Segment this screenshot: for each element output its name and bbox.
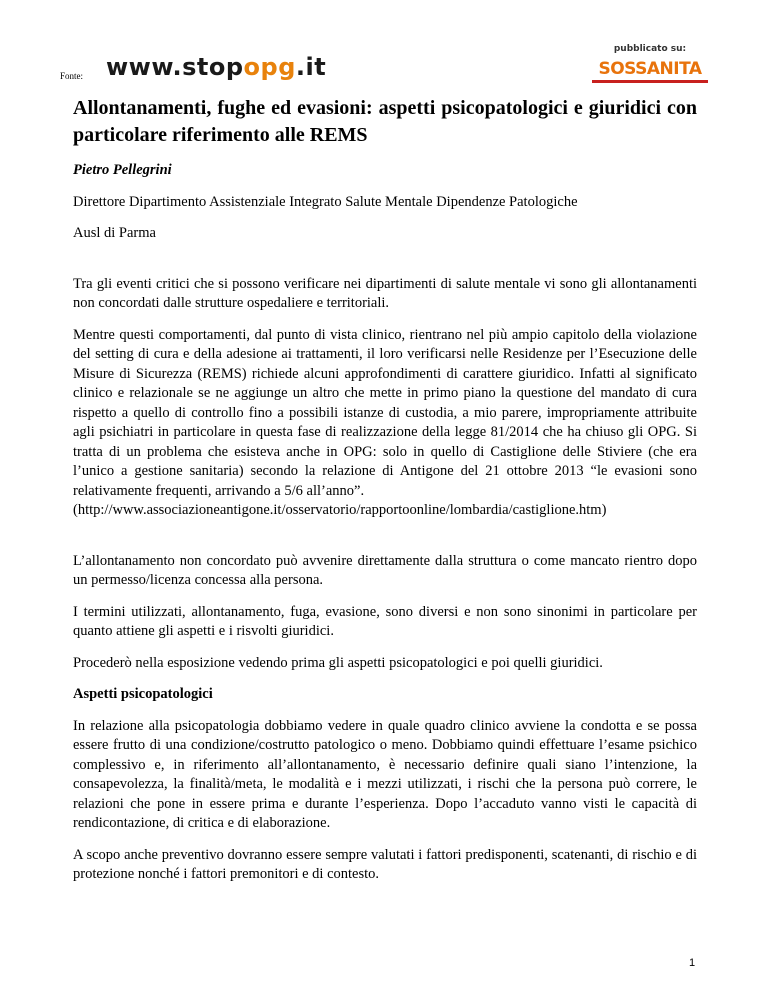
published-label: pubblicato su:	[613, 44, 687, 54]
page-number: 1	[689, 957, 696, 969]
page-header	[60, 40, 710, 84]
article-body	[73, 95, 697, 897]
paragraph: Mentre questi comportamenti, dal punto di vista clinico, rientrano nel più ampio capitolo della violazione del setting di cura e della adesione ai trattamenti, il loro verificarsi nelle Residenze per l’Esecuzione delle Misure di Sicurezza (REMS) richiede alcuni approfondimenti di carattere giuridico. Infatti al significato clinico e relazionale se ne aggiunge un altro che mette in primo piano la questione del mandato di cura rispetto a quello di controllo fino a possibili istanze di custodia, a mio parere, impropriamente attribuite agli psichiatri in particolare in questa fase di realizzazione della legge 81/2014 che ha chiuso gli OPG. Si tratta di un problema che esisteva anche in OPG: solo in quello di Castiglione delle Stiviere (che era l’unico a gestione sanitaria) secondo la relazione di Antigone del 21 ottobre 2013 “le evasioni sono relativamente frequenti, arrivando a 5/6 all’anno”.	[73, 326, 697, 499]
sossanita-logo: SOSSANITA	[592, 58, 707, 83]
published-on-badge	[590, 44, 710, 83]
author-affiliation: Direttore Dipartimento Assistenziale Integrato Salute Mentale Dipendenze Patologiche	[73, 193, 578, 210]
source-label: Fonte:	[60, 71, 84, 81]
author-organization: Ausl di Parma	[73, 225, 156, 241]
reference-url: (http://www.associazioneantigone.it/osservatorio/rapportoonline/lombardia/castiglione.htm)	[73, 502, 607, 518]
paragraph: A scopo anche preventivo dovranno essere sempre valutati i fattori predisponenti, scatenanti, di rischio e di protezione nonché i fattori premonitori e di contesto.	[73, 846, 697, 882]
paragraph: In relazione alla psicopatologia dobbiamo vedere in quale quadro clinico avviene la condotta e se possa essere frutto di una condizione/costrutto patologico o meno. Dobbiamo quindi effettuare l’esame psichico complessivo e, in riferimento all’allontanamento, è necessario definire quali siano l’intenzione, la consapevolezza, la finalità/meta, le modalità e i mezzi utilizzati, i rischi che la persona può correre, le relazioni che pone in essere prima e durante l’esperienza. Dopo l’accaduto vanno visti le capacità di rendicontazione, di critica e di elaborazione.	[73, 717, 697, 831]
section-heading: Aspetti psicopatologici	[73, 686, 213, 702]
stopopg-logo: www.stopopg.it	[106, 53, 327, 81]
article-author: Pietro Pellegrini	[73, 162, 172, 178]
paragraph: I termini utilizzati, allontanamento, fuga, evasione, sono diversi e non sono sinonimi in particolare per quanto attiene gli aspetti e i risvolti giuridici.	[73, 603, 697, 639]
paragraph: Tra gli eventi critici che si possono verificare nei dipartimenti di salute mentale vi sono gli allontanamenti non concordati dalle strutture ospedaliere e territoriali.	[73, 275, 697, 311]
paragraph: Procederò nella esposizione vedendo prima gli aspetti psicopatologici e poi quelli giuridici.	[73, 654, 603, 671]
paragraph: L’allontanamento non concordato può avvenire direttamente dalla struttura o come mancato rientro dopo un permesso/licenza concessa alla persona.	[73, 552, 697, 588]
article-title: Allontanamenti, fughe ed evasioni: aspetti psicopatologici e giuridici con particolare riferimento alle REMS	[73, 97, 697, 146]
